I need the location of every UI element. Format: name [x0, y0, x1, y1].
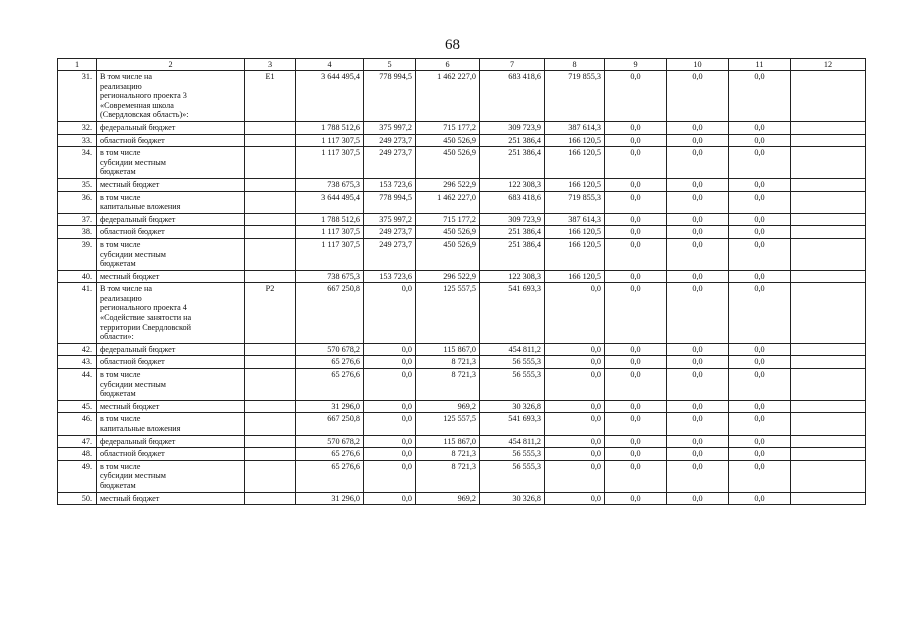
value-cell: 0,0	[605, 121, 667, 134]
value-cell	[791, 448, 866, 461]
value-cell: 125 557,5	[416, 413, 480, 435]
row-code	[245, 226, 296, 239]
value-cell: 0,0	[605, 435, 667, 448]
value-cell: 0,0	[605, 191, 667, 213]
page-number: 68	[445, 37, 460, 53]
value-cell: 454 811,2	[480, 435, 545, 448]
value-cell: 0,0	[605, 71, 667, 122]
value-cell	[791, 134, 866, 147]
value-cell	[791, 238, 866, 270]
value-cell: 0,0	[605, 134, 667, 147]
value-cell: 969,2	[416, 400, 480, 413]
value-cell: 1 462 227,0	[416, 191, 480, 213]
value-cell: 0,0	[667, 413, 729, 435]
value-cell: 0,0	[729, 435, 791, 448]
column-header: 10	[667, 59, 729, 71]
value-cell: 0,0	[605, 492, 667, 505]
value-cell: 31 296,0	[296, 400, 364, 413]
row-description: В том числе на реализацию регионального проекта 3 «Современная школа (Свердловская область)»:	[97, 71, 245, 122]
column-header: 5	[364, 59, 416, 71]
row-number: 36.	[58, 191, 97, 213]
value-cell: 166 120,5	[545, 134, 605, 147]
column-header: 8	[545, 59, 605, 71]
value-cell: 0,0	[667, 343, 729, 356]
value-cell: 0,0	[667, 213, 729, 226]
row-description: федеральный бюджет	[97, 435, 245, 448]
column-header: 12	[791, 59, 866, 71]
table-row	[58, 400, 866, 413]
value-cell: 683 418,6	[480, 191, 545, 213]
value-cell: 0,0	[364, 435, 416, 448]
value-cell: 0,0	[605, 460, 667, 492]
value-cell: 715 177,2	[416, 213, 480, 226]
value-cell: 0,0	[545, 492, 605, 505]
value-cell: 249 273,7	[364, 226, 416, 239]
value-cell: 0,0	[545, 343, 605, 356]
table-row	[58, 213, 866, 226]
value-cell: 0,0	[605, 178, 667, 191]
row-number: 41.	[58, 283, 97, 344]
value-cell: 0,0	[729, 238, 791, 270]
value-cell: 541 693,3	[480, 413, 545, 435]
row-number: 44.	[58, 369, 97, 401]
table-row	[58, 121, 866, 134]
value-cell: 0,0	[605, 270, 667, 283]
value-cell: 31 296,0	[296, 492, 364, 505]
value-cell: 309 723,9	[480, 121, 545, 134]
table-row	[58, 283, 866, 344]
value-cell: 719 855,3	[545, 71, 605, 122]
value-cell: 56 555,3	[480, 448, 545, 461]
row-number: 46.	[58, 413, 97, 435]
value-cell: 0,0	[667, 226, 729, 239]
value-cell: 0,0	[729, 178, 791, 191]
value-cell	[791, 413, 866, 435]
value-cell: 30 326,8	[480, 492, 545, 505]
value-cell: 683 418,6	[480, 71, 545, 122]
value-cell: 0,0	[605, 213, 667, 226]
value-cell: 0,0	[605, 400, 667, 413]
value-cell	[791, 435, 866, 448]
value-cell: 0,0	[605, 369, 667, 401]
value-cell: 0,0	[667, 238, 729, 270]
table-row	[58, 134, 866, 147]
value-cell: 0,0	[667, 191, 729, 213]
value-cell: 0,0	[729, 492, 791, 505]
value-cell: 969,2	[416, 492, 480, 505]
table-row	[58, 191, 866, 213]
value-cell	[791, 270, 866, 283]
value-cell: 56 555,3	[480, 356, 545, 369]
value-cell: 0,0	[667, 71, 729, 122]
row-code	[245, 238, 296, 270]
value-cell: 0,0	[364, 369, 416, 401]
value-cell: 122 308,3	[480, 178, 545, 191]
value-cell: 0,0	[545, 400, 605, 413]
value-cell: 166 120,5	[545, 226, 605, 239]
row-description: в том числе субсидии местным бюджетам	[97, 147, 245, 179]
row-description: областной бюджет	[97, 226, 245, 239]
value-cell: 0,0	[729, 460, 791, 492]
value-cell: 0,0	[545, 369, 605, 401]
budget-table	[57, 58, 866, 505]
value-cell: 0,0	[545, 413, 605, 435]
value-cell: 0,0	[729, 356, 791, 369]
value-cell: 122 308,3	[480, 270, 545, 283]
row-description: федеральный бюджет	[97, 343, 245, 356]
value-cell: 8 721,3	[416, 460, 480, 492]
column-header: 1	[58, 59, 97, 71]
value-cell: 541 693,3	[480, 283, 545, 344]
row-description: федеральный бюджет	[97, 213, 245, 226]
row-number: 50.	[58, 492, 97, 505]
table-row	[58, 460, 866, 492]
table-row	[58, 343, 866, 356]
row-code	[245, 147, 296, 179]
value-cell: 0,0	[364, 460, 416, 492]
value-cell: 0,0	[545, 448, 605, 461]
value-cell: 0,0	[729, 283, 791, 344]
row-code: P2	[245, 283, 296, 344]
row-code	[245, 492, 296, 505]
value-cell: 153 723,6	[364, 270, 416, 283]
value-cell: 0,0	[667, 283, 729, 344]
value-cell: 56 555,3	[480, 460, 545, 492]
value-cell: 375 997,2	[364, 213, 416, 226]
row-description: федеральный бюджет	[97, 121, 245, 134]
value-cell: 166 120,5	[545, 270, 605, 283]
value-cell: 0,0	[667, 492, 729, 505]
value-cell: 738 675,3	[296, 178, 364, 191]
value-cell: 0,0	[605, 226, 667, 239]
value-cell	[791, 492, 866, 505]
value-cell	[791, 121, 866, 134]
value-cell: 296 522,9	[416, 270, 480, 283]
value-cell: 778 994,5	[364, 71, 416, 122]
column-header: 6	[416, 59, 480, 71]
value-cell: 0,0	[667, 356, 729, 369]
value-cell: 0,0	[545, 435, 605, 448]
value-cell: 153 723,6	[364, 178, 416, 191]
row-number: 48.	[58, 448, 97, 461]
value-cell: 1 117 307,5	[296, 238, 364, 270]
row-number: 39.	[58, 238, 97, 270]
row-code	[245, 134, 296, 147]
row-number: 43.	[58, 356, 97, 369]
table-row	[58, 369, 866, 401]
row-number: 42.	[58, 343, 97, 356]
row-number: 37.	[58, 213, 97, 226]
row-description: в том числе капитальные вложения	[97, 191, 245, 213]
value-cell	[791, 356, 866, 369]
value-cell: 0,0	[667, 270, 729, 283]
value-cell: 0,0	[605, 147, 667, 179]
value-cell: 249 273,7	[364, 147, 416, 179]
value-cell: 166 120,5	[545, 238, 605, 270]
value-cell: 251 386,4	[480, 226, 545, 239]
column-header: 4	[296, 59, 364, 71]
value-cell: 0,0	[667, 178, 729, 191]
value-cell	[791, 178, 866, 191]
value-cell: 56 555,3	[480, 369, 545, 401]
value-cell: 738 675,3	[296, 270, 364, 283]
column-header: 7	[480, 59, 545, 71]
value-cell: 450 526,9	[416, 147, 480, 179]
row-code	[245, 435, 296, 448]
value-cell: 570 678,2	[296, 343, 364, 356]
value-cell: 450 526,9	[416, 226, 480, 239]
table-row	[58, 435, 866, 448]
row-code: E1	[245, 71, 296, 122]
row-code	[245, 356, 296, 369]
value-cell: 387 614,3	[545, 213, 605, 226]
row-code	[245, 343, 296, 356]
value-cell: 296 522,9	[416, 178, 480, 191]
value-cell: 0,0	[545, 460, 605, 492]
table-row	[58, 448, 866, 461]
value-cell: 375 997,2	[364, 121, 416, 134]
value-cell: 115 867,0	[416, 435, 480, 448]
value-cell: 0,0	[729, 147, 791, 179]
value-cell: 125 557,5	[416, 283, 480, 344]
row-number: 45.	[58, 400, 97, 413]
column-header: 3	[245, 59, 296, 71]
table-row	[58, 413, 866, 435]
value-cell: 0,0	[729, 343, 791, 356]
value-cell: 115 867,0	[416, 343, 480, 356]
value-cell	[791, 400, 866, 413]
row-description: местный бюджет	[97, 178, 245, 191]
row-number: 35.	[58, 178, 97, 191]
row-number: 49.	[58, 460, 97, 492]
row-description: местный бюджет	[97, 492, 245, 505]
value-cell	[791, 147, 866, 179]
row-description: в том числе субсидии местным бюджетам	[97, 460, 245, 492]
row-number: 32.	[58, 121, 97, 134]
row-description: областной бюджет	[97, 448, 245, 461]
value-cell: 715 177,2	[416, 121, 480, 134]
row-code	[245, 460, 296, 492]
table-row	[58, 356, 866, 369]
value-cell: 0,0	[605, 343, 667, 356]
row-code	[245, 448, 296, 461]
value-cell: 1 788 512,6	[296, 213, 364, 226]
value-cell: 251 386,4	[480, 147, 545, 179]
value-cell: 1 117 307,5	[296, 226, 364, 239]
row-description: областной бюджет	[97, 134, 245, 147]
value-cell: 0,0	[729, 191, 791, 213]
value-cell: 251 386,4	[480, 134, 545, 147]
value-cell: 166 120,5	[545, 147, 605, 179]
value-cell: 0,0	[729, 226, 791, 239]
value-cell: 0,0	[364, 413, 416, 435]
row-code	[245, 121, 296, 134]
value-cell: 0,0	[605, 448, 667, 461]
value-cell	[791, 369, 866, 401]
value-cell: 65 276,6	[296, 356, 364, 369]
value-cell: 387 614,3	[545, 121, 605, 134]
row-number: 38.	[58, 226, 97, 239]
value-cell: 0,0	[667, 435, 729, 448]
column-number-row	[58, 59, 866, 71]
value-cell: 0,0	[364, 356, 416, 369]
value-cell: 0,0	[729, 134, 791, 147]
table-row	[58, 178, 866, 191]
value-cell: 0,0	[545, 283, 605, 344]
row-code	[245, 191, 296, 213]
value-cell: 8 721,3	[416, 356, 480, 369]
value-cell: 0,0	[605, 356, 667, 369]
value-cell: 667 250,8	[296, 413, 364, 435]
value-cell: 719 855,3	[545, 191, 605, 213]
row-code	[245, 400, 296, 413]
row-code	[245, 413, 296, 435]
value-cell	[791, 191, 866, 213]
row-code	[245, 270, 296, 283]
value-cell: 309 723,9	[480, 213, 545, 226]
value-cell: 0,0	[605, 238, 667, 270]
value-cell: 0,0	[364, 283, 416, 344]
value-cell: 65 276,6	[296, 460, 364, 492]
row-description: В том числе на реализацию регионального проекта 4 «Содействие занятости на территории Свердловской области»:	[97, 283, 245, 344]
table-row	[58, 492, 866, 505]
value-cell: 8 721,3	[416, 369, 480, 401]
value-cell: 0,0	[364, 492, 416, 505]
value-cell: 0,0	[729, 213, 791, 226]
value-cell	[791, 460, 866, 492]
row-description: местный бюджет	[97, 400, 245, 413]
row-description: в том числе субсидии местным бюджетам	[97, 238, 245, 270]
value-cell: 0,0	[667, 460, 729, 492]
row-code	[245, 178, 296, 191]
value-cell: 0,0	[667, 400, 729, 413]
value-cell: 1 788 512,6	[296, 121, 364, 134]
value-cell: 0,0	[667, 121, 729, 134]
value-cell	[791, 226, 866, 239]
value-cell: 0,0	[729, 121, 791, 134]
table-row	[58, 270, 866, 283]
value-cell: 249 273,7	[364, 238, 416, 270]
value-cell: 0,0	[667, 369, 729, 401]
value-cell: 778 994,5	[364, 191, 416, 213]
value-cell: 0,0	[605, 413, 667, 435]
value-cell: 249 273,7	[364, 134, 416, 147]
value-cell: 0,0	[729, 71, 791, 122]
row-description: местный бюджет	[97, 270, 245, 283]
row-description: областной бюджет	[97, 356, 245, 369]
value-cell: 1 462 227,0	[416, 71, 480, 122]
value-cell: 570 678,2	[296, 435, 364, 448]
value-cell: 251 386,4	[480, 238, 545, 270]
value-cell: 454 811,2	[480, 343, 545, 356]
value-cell: 0,0	[667, 147, 729, 179]
value-cell: 30 326,8	[480, 400, 545, 413]
value-cell: 667 250,8	[296, 283, 364, 344]
table-row	[58, 147, 866, 179]
value-cell: 65 276,6	[296, 448, 364, 461]
table-row	[58, 226, 866, 239]
column-header: 11	[729, 59, 791, 71]
row-number: 47.	[58, 435, 97, 448]
value-cell	[791, 283, 866, 344]
value-cell: 0,0	[729, 270, 791, 283]
value-cell: 1 117 307,5	[296, 147, 364, 179]
row-number: 40.	[58, 270, 97, 283]
value-cell: 3 644 495,4	[296, 71, 364, 122]
value-cell: 166 120,5	[545, 178, 605, 191]
column-header: 2	[97, 59, 245, 71]
value-cell	[791, 213, 866, 226]
row-code	[245, 213, 296, 226]
value-cell: 0,0	[364, 400, 416, 413]
row-description: в том числе капитальные вложения	[97, 413, 245, 435]
row-number: 31.	[58, 71, 97, 122]
value-cell: 0,0	[667, 134, 729, 147]
value-cell	[791, 71, 866, 122]
row-description: в том числе субсидии местным бюджетам	[97, 369, 245, 401]
row-number: 34.	[58, 147, 97, 179]
value-cell: 0,0	[364, 343, 416, 356]
value-cell: 1 117 307,5	[296, 134, 364, 147]
value-cell: 0,0	[729, 400, 791, 413]
column-header: 9	[605, 59, 667, 71]
row-code	[245, 369, 296, 401]
table-row	[58, 238, 866, 270]
value-cell: 0,0	[729, 448, 791, 461]
value-cell	[791, 343, 866, 356]
value-cell: 0,0	[364, 448, 416, 461]
table-body	[58, 71, 866, 505]
value-cell: 0,0	[667, 448, 729, 461]
value-cell: 450 526,9	[416, 238, 480, 270]
value-cell: 3 644 495,4	[296, 191, 364, 213]
value-cell: 8 721,3	[416, 448, 480, 461]
table-row	[58, 71, 866, 122]
value-cell: 450 526,9	[416, 134, 480, 147]
value-cell: 0,0	[729, 413, 791, 435]
value-cell: 0,0	[729, 369, 791, 401]
row-number: 33.	[58, 134, 97, 147]
value-cell: 0,0	[545, 356, 605, 369]
value-cell: 65 276,6	[296, 369, 364, 401]
value-cell: 0,0	[605, 283, 667, 344]
